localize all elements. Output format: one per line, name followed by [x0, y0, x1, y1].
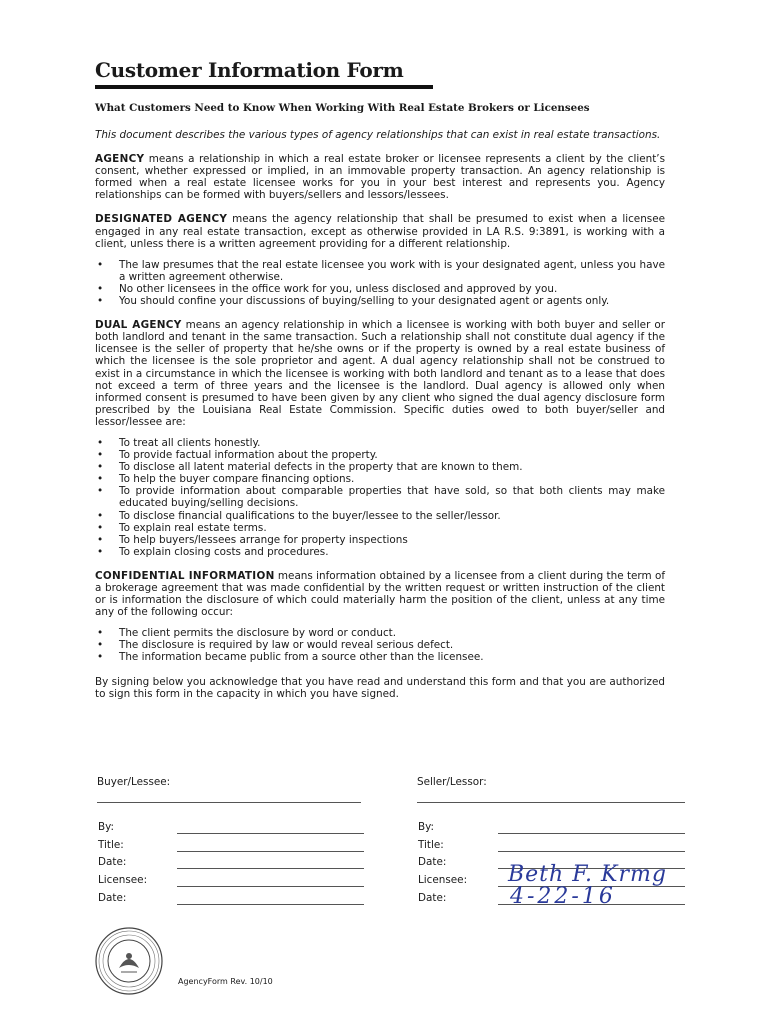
dual-agency-text: means an agency relationship in which a licensee is working with both buyer and seller or both landlord and tenant in the same transaction. Such a relationship shall not constitute dual agency if the licensee is the seller of property that he/she owns or if the property is owned by a real estate business of which the licensee is the sole proprietor and agent. A dual agency relationship shall not be construed to exist in a circumstance in which the licensee is working with both landlord and tenant as to a lease that does not exceed a term of three years and the licensee is the landlord. Dual agency is allowed only when informed consent is presumed to have been given by any client who signed the dual agency disclosure form prescribed by the Louisiana Real Estate Commission. Specific duties owed to both buyer/seller and lessor/lessee are: — [95, 319, 665, 428]
confidential-bullets — [95, 627, 665, 663]
buyer-date-field[interactable] — [177, 868, 364, 869]
buyer-lessee-label: Buyer/Lessee: — [97, 776, 171, 788]
seller-signature-line[interactable] — [417, 802, 685, 803]
seller-licensee-date-label: Date: — [418, 892, 447, 904]
list-item: • To provide factual information about the property. — [95, 449, 665, 461]
seller-licensee-label: Licensee: — [418, 874, 468, 886]
buyer-title-label: Title: — [98, 839, 124, 851]
buyer-by-field[interactable] — [177, 833, 364, 834]
list-item: • To help buyers/lessees arrange for property inspections — [95, 534, 665, 546]
designated-agency-text: means the agency relationship that shall be presumed to exist when a licensee engaged in any real estate transaction, except as otherwise provided in LA R.S. 9:3891, is working with a client, unless there is a written agreement providing for a different relationship. — [95, 213, 665, 250]
seller-by-label: By: — [418, 821, 435, 833]
buyer-licensee-date-field[interactable] — [177, 904, 364, 905]
dual-agency-duties — [95, 437, 665, 558]
list-item: • To provide information about comparable properties that have sold, so that both clients may make educated buying/selling decisions. — [95, 485, 665, 509]
list-item: • The law presumes that the real estate licensee you work with is your designated agent, unless you have a written agreement otherwise. — [95, 259, 665, 283]
seller-title-field[interactable] — [498, 851, 685, 852]
list-item: • The disclosure is required by law or would reveal serious defect. — [95, 639, 665, 651]
buyer-licensee-date-label: Date: — [98, 892, 127, 904]
licensee-signature: Beth F. Krmg — [508, 862, 667, 887]
subtitle: What Customers Need to Know When Working With Real Estate Brokers or Licensees — [95, 102, 590, 114]
agency-term: AGENCY — [95, 153, 145, 166]
agency-paragraph — [95, 153, 665, 201]
confidential-information-text: means information obtained by a licensee from a client during the term of a brokerage agreement that was made confidential by the written request or written instruction of the client or is information the disclosure of which could materially harm the position of the client, unless at any time any of the following occur: — [95, 569, 665, 619]
buyer-title-field[interactable] — [177, 851, 364, 852]
list-item: • To disclose all latent material defects in the property that are known to them. — [95, 461, 665, 473]
seller-by-field[interactable] — [498, 833, 685, 834]
list-item: • You should confine your discussions of buying/selling to your designated agent or agents only. — [95, 295, 665, 307]
title-underline — [95, 85, 433, 89]
seller-title-label: Title: — [418, 839, 444, 851]
form-revision: AgencyForm Rev. 10/10 — [178, 977, 273, 986]
commission-seal — [94, 926, 164, 996]
buyer-by-label: By: — [98, 821, 115, 833]
designated-agency-paragraph — [95, 213, 665, 249]
dual-agency-paragraph — [95, 319, 665, 428]
buyer-licensee-field[interactable] — [177, 886, 364, 887]
buyer-signature-line[interactable] — [97, 802, 361, 803]
designated-agency-bullets — [95, 259, 665, 307]
list-item: • To explain real estate terms. — [95, 522, 665, 534]
seller-lessor-label: Seller/Lessor: — [417, 776, 487, 788]
list-item: • The information became public from a source other than the licensee. — [95, 651, 665, 663]
handwritten-date: 4-22-16 — [510, 884, 616, 909]
seal-emblem-icon — [94, 926, 164, 996]
buyer-date-label: Date: — [98, 856, 127, 868]
list-item: • To disclose financial qualifications to the buyer/lessee to the seller/lessor. — [95, 510, 665, 522]
intro-paragraph: This document describes the various types of agency relationships that can exist in real estate transactions. — [95, 129, 661, 141]
agency-text: means a relationship in which a real estate broker or licensee represents a client by the client’s consent, whether expressed or implied, in an immovable property transaction. An agency relationship is formed when a real estate licensee works for you in your best interest and represents you. Agency relationships can be formed with buyers/sellers and lessors/lessees. — [95, 153, 665, 202]
list-item: • No other licensees in the office work for you, unless disclosed and approved by you. — [95, 283, 665, 295]
confidential-information-term: CONFIDENTIAL INFORMATION — [95, 569, 275, 582]
form-body — [95, 56, 665, 700]
list-item: • The client permits the disclosure by word or conduct. — [95, 627, 665, 639]
list-item: • To treat all clients honestly. — [95, 437, 665, 449]
dual-agency-term: DUAL AGENCY — [95, 319, 182, 332]
buyer-licensee-label: Licensee: — [98, 874, 148, 886]
page-title: Customer Information Form — [95, 58, 404, 82]
confidential-information-paragraph — [95, 570, 665, 618]
designated-agency-term: DESIGNATED AGENCY — [95, 213, 228, 226]
acknowledgement-paragraph: By signing below you acknowledge that you have read and understand this form and that you are authorized to sign this form in the capacity in which you have signed. — [95, 675, 665, 700]
seller-date-label: Date: — [418, 856, 447, 868]
list-item: • To help the buyer compare financing options. — [95, 473, 665, 485]
list-item: • To explain closing costs and procedures. — [95, 546, 665, 558]
